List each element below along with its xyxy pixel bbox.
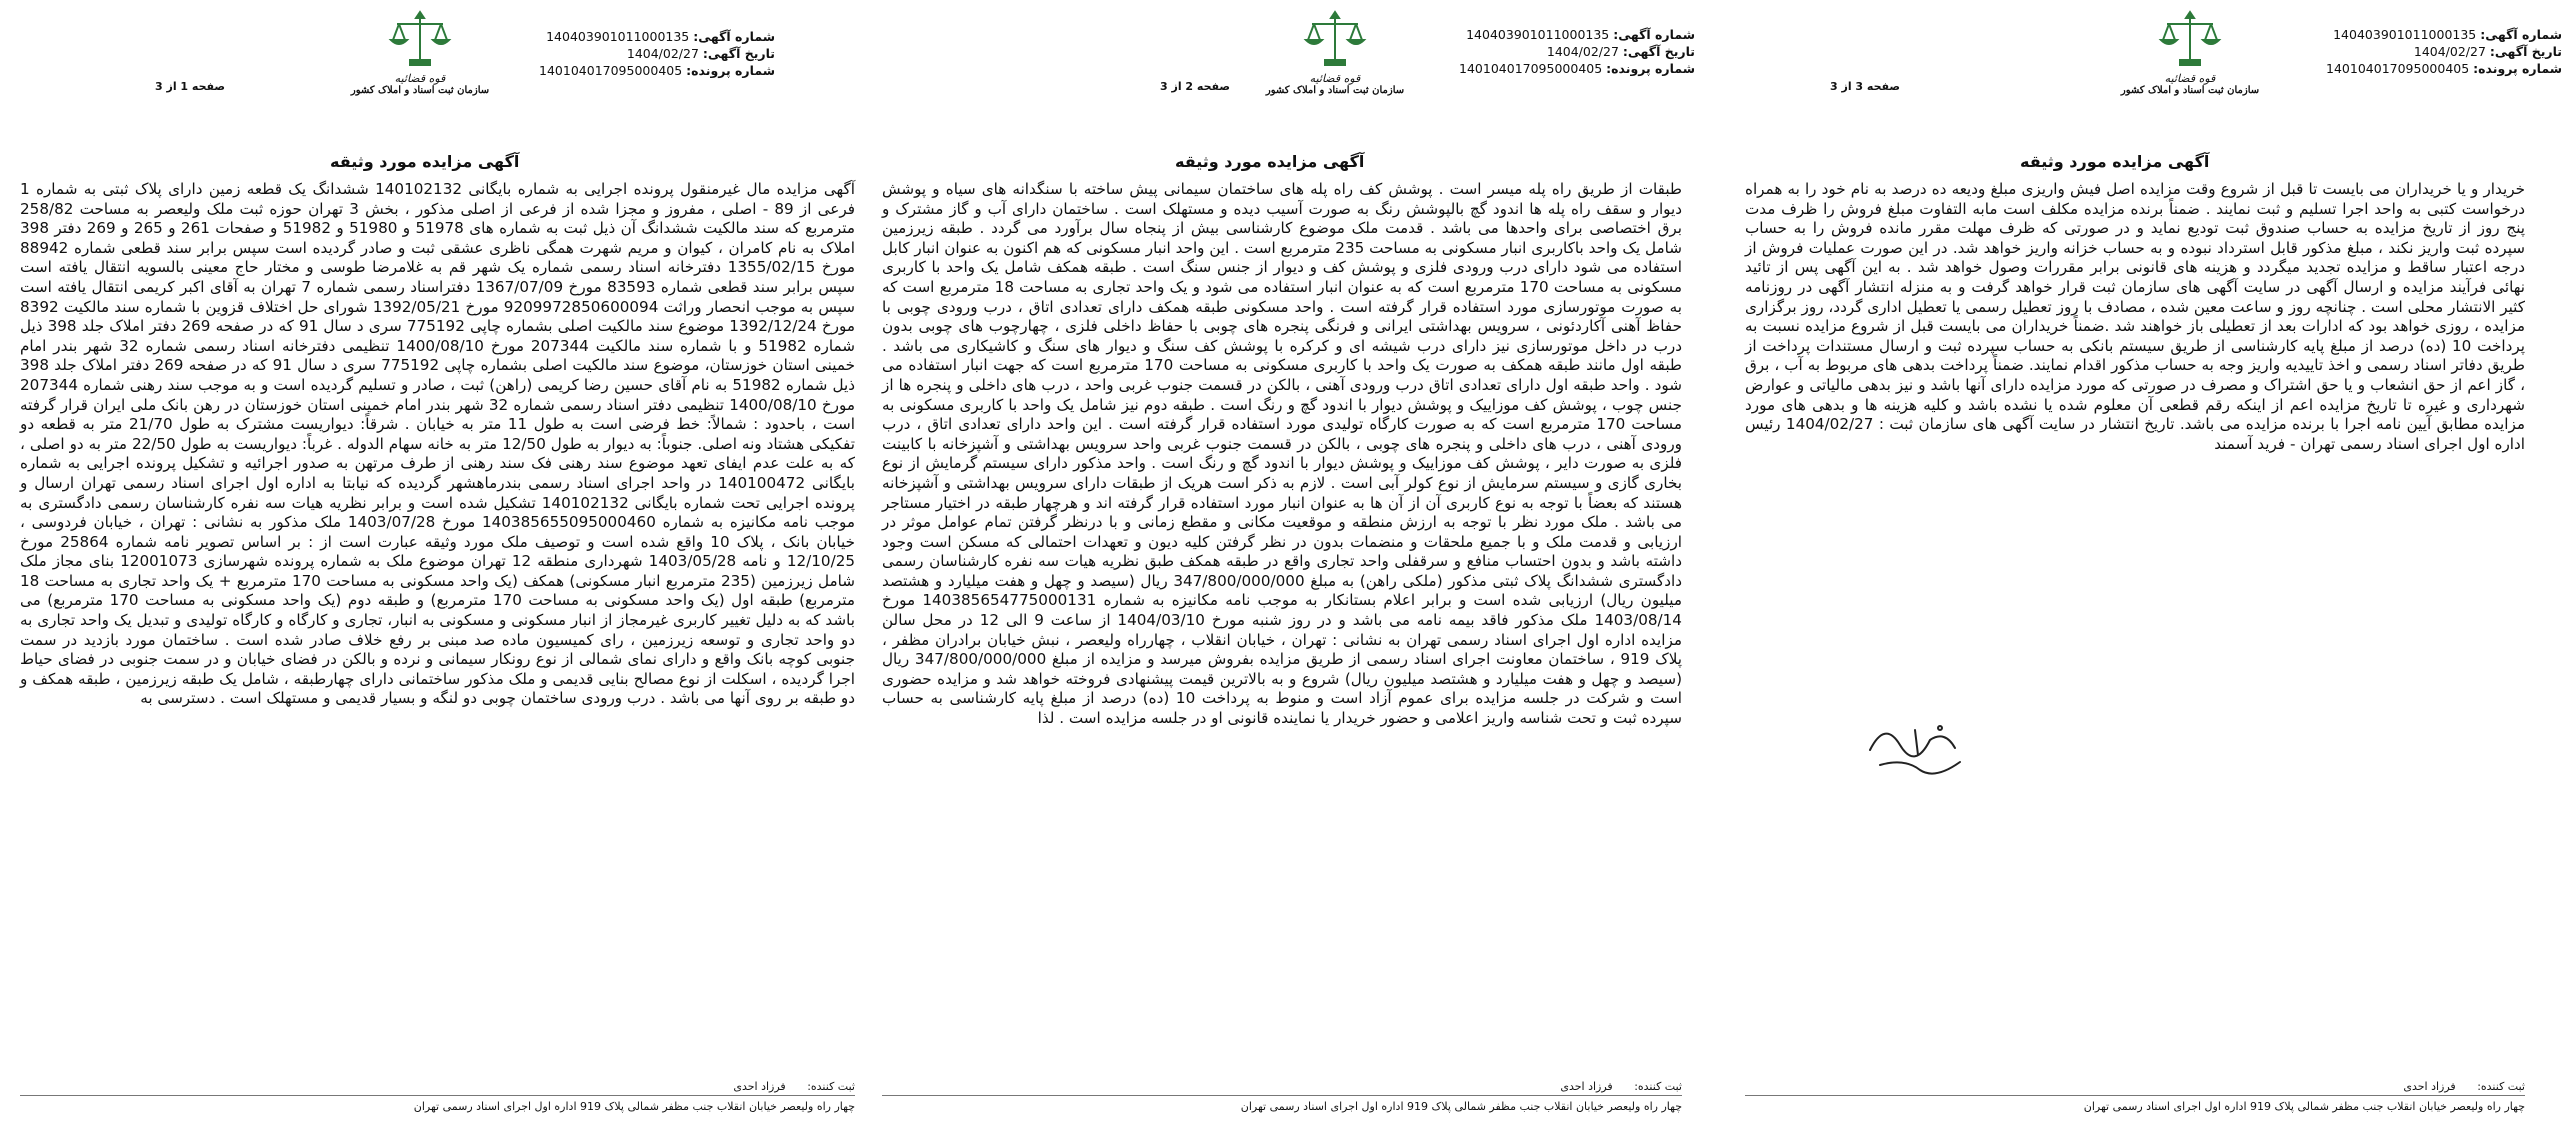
emblem-org: قوه قضائیه: [1309, 72, 1361, 85]
page-number: صفحه 1 از 3: [155, 80, 226, 93]
ad-number-label: شماره آگهی:: [693, 29, 775, 44]
file-number-label: شماره پرونده:: [686, 63, 775, 78]
judiciary-emblem: [2100, 10, 2280, 110]
announcement-body: طبقات از طریق راه پله میسر است . پوشش کف راه پله های ساختمان سیمانی پیش ساخته با سنگدانه های سیاه و پوشش دیوار و سقف راه پله ها اندود گچ بالپوشش رنگ به صورت آسیب دیده و مستهلک است . ساختمان دارای آب و گاز مشترک و برق اختصاصی برای واحدها می باشد . قدمت ملک موضوع کارشناسی بیش از پنجاه سال برآورد می گردد . طبقه زیرزمین شامل یک واحد باکاربری انبار مسکونی به مساحت 235 مترمربع است . این واحد انبار مسکونی که هم اکنون به عنوان انبار کابل استفاده می شود دارای درب ورودی فلزی و پوشش کف و دیوار از جنس سنگ است . طبقه همکف شامل یک واحد با کاربری مسکونی به مساحت 170 مترمربع است که به عنوان انبار استفاده می شود و یک واحد تجاری به مساحت 18 مترمربع است که به صورت موتورسازی مورد استفاده قرار گرفته است . واحد مسکونی طبقه همکف دارای تعدادی اتاق ، درب ورودی چوبی با حفاظ آهنی آکاردئونی ، سرویس بهداشتی ایرانی و فرنگی پنجره های چوبی با حفاظ داخلی فلزی ، چهارچوب های چوبی بدون درب در داخل موتورسازی نیز دارای درب شیشه ای و کرکره با پوشش کف سنگ و دیوار های سنگ و کاشیکاری می باشد . طبقه اول مانند طبقه همکف به صورت یک واحد با کاربری مسکونی به مساحت 170 مترمربع است که جهت انبار استفاده می شود . واحد طبقه اول دارای تعدادی اتاق درب ورودی آهنی ، بالکن در قسمت جنوب غربی واحد ، درب های داخلی و پنجره ها از جنس چوب ، پوشش کف موزاییک و پوشش دیوار با اندود گچ و رنگ است . طبقه دوم نیز شامل یک واحد با کاربری مسکونی به مساحت 170 مترمربع است که به صورت کارگاه تولیدی مورد استفاده قرار گرفته است . این واحد دارای تعدادی اتاق ، درب ورودی آهنی ، درب های داخلی و پنجره های چوبی ، بالکن در قسمت جنوب غربی واحد سرویس بهداشتی و آشپزخانه با کابینت فلزی به صورت دایر ، پوشش کف موزاییک و پوشش دیوار با اندود گچ و رنگ است . واحد مذکور دارای سیستم گرمایش از نوع بخاری گازی و سیستم سرمایش از نوع کولر آبی است . لازم به ذکر است هریک از طبقات دارای سرویس بهداشتی و آشپزخانه هستند که بعضاً با توجه به نوع کاربری آن از آن ها به عنوان انبار مورد استفاده قرار گرفته اند و هرچهار طبقه در اختیار مستاجر می باشد . ملک مورد نظر با توجه به ارزش منطقه و موقعیت مکانی و مقطع زمانی و با درنظر گرفتن تمام عوامل موثر در ارزیابی و قدمت ملک و با جمیع ملحقات و منضمات بدون در نظر گرفتن کلیه دیون و تعهدات احتمالی که مسکن است وجود داشته باشد و بدون احتساب منافع و سرقفلی واحد تجاری واقع در طبقه همکف طبق نظریه هیات سه نفره کارشناسان رسمی دادگستری ششدانگ پلاک ثبتی مذکور (ملکی راهن) به مبلغ 347/800/000/000 ریال (سیصد و چهل و هفت میلیارد و هشتصد میلیون ریال) ارزیابی شده است و برابر اعلام بستانکار به موجب نامه مکانیزه به شماره 140385654775000131 مورخ 1403/08/14 ملک مذکور فاقد بیمه نامه می باشد و در روز شنبه مورخ 1404/03/10 از ساعت 9 الی 12 در محل سالن مزایده اداره اول اجرای اسناد رسمی تهران به نشانی : تهران ، خیابان انقلاب ، چهارراه ولیعصر ، نبش خیابان برادران مظفر ، پلاک 919 ، ساختمان معاونت اجرای اسناد رسمی از طریق مزایده بفروش میرسد و مزایده از مبلغ 347/800/000/000 ریال (سیصد و چهل و هفت میلیارد و هشتصد میلیون ریال) شروع و به بالاترین قیمت پیشنهادی فروخته خواهد شد و مزایده حضوری است و شرکت در جلسه مزایده برای عموم آزاد است و منوط به پرداخت 10 (ده) درصد از مبلغ پایه کارشناسی به حساب سپرده ثبت و تحت شناسه واریز اعلامی و حضور خریدار یا نماینده قانونی او در جلسه مزایده است . لذا: [882, 180, 1683, 728]
footer-registrar: [20, 1078, 855, 1095]
file-number-label: شماره پرونده:: [2473, 61, 2562, 76]
file-number: 140104017095000405: [1459, 61, 1603, 76]
page-number: صفحه 2 از 3: [1160, 80, 1231, 93]
ad-date-label: تاریخ آگهی:: [1622, 44, 1695, 59]
page-footer: [1745, 1078, 2525, 1115]
page-number: صفحه 3 از 3: [1830, 80, 1901, 93]
ad-date-label: تاریخ آگهی:: [2489, 44, 2562, 59]
ad-date: 1404/02/27: [626, 46, 699, 61]
ad-meta: [515, 28, 775, 79]
ad-number: 140403901011000135: [546, 29, 690, 44]
registrar-name: فرزاد احدی: [2403, 1080, 2456, 1093]
page-footer: [882, 1078, 1682, 1115]
signature-image: [1860, 710, 1980, 790]
scales-of-justice-icon: [385, 10, 455, 70]
ad-meta: [2302, 26, 2562, 77]
footer-address: چهار راه ولیعصر خیابان انقلاب جنب مظفر شمالی پلاک 919 اداره اول اجرای اسناد رسمی تهران: [20, 1095, 855, 1115]
announcement-body: آگهی مزایده مال غیرمنقول پرونده اجرایی به شماره بایگانی 140102132 ششدانگ یک قطعه زمین دارای پلاک ثبتی به شماره 1 فرعی از 89 - اصلی ، مفروز و مجزا شده از فرعی از اصلی مذکور ، بخش 3 تهران حوزه ثبت ملک ولیعصر به مساحت 258/82 مترمربع که سند مالکیت ششدانگ آن ذیل ثبت به شماره های 51978 و 51980 و 51982 و صفحات 261 و 265 و 269 دفتر 398 املاک به نام کامران ، کیوان و مریم شهرت همگی ناظری عشقی ثبت و صادر گردیده است سپس برابر سند قطعی شماره 88942 مورخ 1355/02/15 دفترخانه اسناد رسمی شماره یک شهر قم به غلامرضا طوسی و مختار حاج معینی بالسویه انتقال یافته است سپس برابر سند قطعی شماره 83593 مورخ 1367/07/09 دفتراسناد رسمی شماره 7 تهران به آقای اکبر کریمی انتقال یافته است سپس به موجب انحصار وراثت 9209972850600094 مورخ 1392/05/21 شورای حل اختلاف قزوین با شماره سند مالکیت 8392 مورخ 1392/12/24 موضوع سند مالکیت اصلی بشماره چاپی 775192 سری د سال 91 که در صفحه 269 دفتر املاک جلد 398 ذیل شماره 51982 و با شماره سند مالکیت 207344 مورخ 1400/08/10 تنظیمی دفترخانه اسناد رسمی شماره 32 شهر بندر امام خمینی استان خوزستان، موضوع سند مالکیت اصلی بشماره چاپی 775192 سری د سال 91 که در صفحه 269 دفتر املاک جلد 398 ذیل شماره 51982 به نام آقای حسین رضا کریمی (راهن) ثبت ، صادر و تسلیم گردیده است و به موجب سند رهنی شماره 207344 مورخ 1400/08/10 تنظیمی دفتر اسناد رسمی شماره 32 شهر بندر امام خمینی استان خوزستان در رهن بانک ملی ایران قرار گرفته است ، باحدود : شمالاً: خط فرضی است به طول 11 متر به خیابان . شرقاً: دیواریست مشترک به طول 21/70 متر به قطعه دو تفکیکی هشتاد ونه اصلی. جنوباً: به دیوار به طول 12/50 متر به خانه سهام الدوله . غرباً: دیواریست به طول 22/50 متر به دو اصلی ، که به علت عدم ایفای تعهد موضوع سند رهنی فک سند رهنی از طرف مرتهن به صدور اجرائیه و تشکیل پرونده اجرایی به شماره بایگانی 140100472 در واحد اجرای اسناد رسمی بندرماهشهر گردیده که نیابتا به اداره اول اجرای اسناد رسمی تهران ارسال و پرونده اجرایی تحت شماره بایگانی 140102132 تشکیل شده است و برابر نظریه هیات سه نفره کارشناسان رسمی دادگستری به موجب نامه مکانیزه به شماره 140385655095000460 مورخ 1403/07/28 ملک مذکور به نشانی : تهران ، خیابان فردوسی ، خیابان بانک ، پلاک 10 واقع شده است و توصیف ملک مورد وثیقه عبارت است از : بر اساس تصویر نامه شماره 25864 مورخ 12/10/25 و نامه 1403/05/28 شهرداری منطقه 12 تهران موضوع ملک به شماره پرونده شهرسازی 12001073 بنای مجاز ملک شامل زیرزمین (235 مترمربع انبار مسکونی) همکف (یک واحد مسکونی به مساحت 170 مترمربع + یک واحد تجاری به مساحت 18 مترمربع) طبقه اول (یک واحد مسکونی به مساحت 170 مترمربع) و طبقه دوم (یک واحد مسکونی به مساحت 170 مترمربع) می باشد که به دلیل تغییر کاربری غیرمجاز از انبار مسکونی و مسکونی به انبار، تجاری و کارگاه و کارگاه تولیدی و تبدیل یک واحد تجاری به دو واحد تجاری و توسعه زیرزمین ، رای کمیسیون ماده صد مبنی بر رفع خلاف صادر شده است . ساختمان مورد بازدید در سمت جنوبی کوچه بانک واقع و دارای نمای شمالی از نوع رونکار سیمانی و نرده و بالکن در فضای خیابان و در سمت جنوبی در فضای حیاط اجرا گردیده ، اسکلت از نوع مصالح بنایی قدیمی و ملک مذکور ساختمانی دارای چهارطبقه ، شامل یک طبقه زیرزمین ، طبقه همکف و دو طبقه بر روی آنها می باشد . درب ورودی ساختمان چوبی دو لنگه و بسیار قدیمی و مستهلک است . دسترسی به: [20, 180, 856, 708]
ad-number: 140403901011000135: [1466, 27, 1610, 42]
file-number: 140104017095000405: [2326, 61, 2470, 76]
ad-meta: [1435, 26, 1695, 77]
page-title: آگهی مزایده مورد وثیقه: [1175, 152, 1365, 171]
footer-address: چهار راه ولیعصر خیابان انقلاب جنب مظفر شمالی پلاک 919 اداره اول اجرای اسناد رسمی تهران: [1745, 1095, 2525, 1115]
footer-registrar: [882, 1078, 1682, 1095]
emblem-org: قوه قضائیه: [2164, 72, 2216, 85]
registrar-label: ثبت کننده:: [1634, 1080, 1682, 1093]
ad-number-label: شماره آگهی:: [1613, 27, 1695, 42]
registrar-label: ثبت کننده:: [807, 1080, 855, 1093]
judiciary-emblem: [1245, 10, 1425, 110]
page-title: آگهی مزایده مورد وثیقه: [2020, 152, 2210, 171]
registrar-name: فرزاد احدی: [733, 1080, 786, 1093]
ad-date: 1404/02/27: [2413, 44, 2486, 59]
registrar-name: فرزاد احدی: [1560, 1080, 1613, 1093]
emblem-org: قوه قضائیه: [394, 72, 446, 85]
emblem-branch: سازمان ثبت اسناد و املاک کشور: [1265, 85, 1405, 96]
page-title: آگهی مزایده مورد وثیقه: [330, 152, 520, 171]
emblem-branch: سازمان ثبت اسناد و املاک کشور: [2120, 85, 2260, 96]
file-number-label: شماره پرونده:: [1606, 61, 1695, 76]
ad-date: 1404/02/27: [1546, 44, 1619, 59]
footer-address: چهار راه ولیعصر خیابان انقلاب جنب مظفر شمالی پلاک 919 اداره اول اجرای اسناد رسمی تهران: [882, 1095, 1682, 1115]
scales-of-justice-icon: [2155, 10, 2225, 70]
ad-date-label: تاریخ آگهی:: [702, 46, 775, 61]
announcement-page-3: [1700, 0, 2562, 1131]
ad-number-label: شماره آگهی:: [2480, 27, 2562, 42]
registrar-label: ثبت کننده:: [2477, 1080, 2525, 1093]
emblem-branch: سازمان ثبت اسناد و املاک کشور: [350, 85, 490, 96]
announcement-page-2: [870, 0, 1700, 1131]
judiciary-emblem: [330, 10, 510, 110]
page-footer: [20, 1078, 855, 1115]
scales-of-justice-icon: [1300, 10, 1370, 70]
footer-registrar: [1745, 1078, 2525, 1095]
ad-number: 140403901011000135: [2333, 27, 2477, 42]
file-number: 140104017095000405: [539, 63, 683, 78]
announcement-page-1: [0, 0, 870, 1131]
announcement-body: خریدار و یا خریداران می بایست تا قبل از شروع وقت مزایده اصل فیش واریزی مبلغ ودیعه ده درصد به نام خود را به همراه درخواست کتبی به واحد اجرا تسلیم و ثبت نمایند . ضمناً برنده مزایده مکلف است مابه التفاوت مبلغ فروش را ظرف مدت پنج روز از تاریخ مزایده به حساب صندوق ثبت تودیع نماید و در صورتی که ظرف مهلت مقرر مانده فروش را به حساب سپرده ثبت واریز نکند ، مبلغ مذکور قابل استرداد نبوده و به حساب خزانه واریز خواهد شد. در این صورت عملیات فروش از درجه اعتبار ساقط و مزایده تجدید میگردد و هزینه های قانونی برابر مقررات وصول خواهد شد . به این آگهی پس از تائید نهائی فرآیند مزایده و ارسال آگهی در سایت آگهی های سازمان ثبت قرار خواهد گرفت و به منزله انتشار آگهی در روزنامه کثیر الانتشار محلی است . چنانچه روز و ساعت معین شده ، مصادف با روز تعطیل رسمی یا تعطیل اداری گردد، روز برگزاری مزایده ، روزی خواهد بود که ادارات بعد از تعطیلی باز خواهند شد .ضمناً خریداران می بایست قبل از شروع مزایده نسبت به پرداخت 10 (ده) درصد از مبلغ پایه کارشناسی از طریق سیستم بانکی به حساب سپرده ثبت و ارسال مستندات پرداخت از طریق دفاتر اسناد رسمی و اخذ تاییدیه واریز وجه به حساب مذکور اقدام نمایند. ضمناً پرداخت بدهی های مربوط به آب ، برق ، گاز اعم از حق انشعاب و یا حق اشتراک و مصرف در صورتی که مورد مزایده دارای آنها باشد و نیز بدهی مالیاتی و عوارض شهرداری و غیره تا تاریخ مزایده اعم از اینکه رقم قطعی آن معلوم شده یا نشده باشد و کلیه هزینه ها و بدهی های مورد مزایده مطابق آیین نامه اجرا با برنده مزایده می باشد. تاریخ انتشار در سایت آگهی های سازمان ثبت : 1404/02/27 رئیس اداره اول اجرای اسناد رسمی تهران - فرید آسمند: [1745, 180, 2525, 453]
